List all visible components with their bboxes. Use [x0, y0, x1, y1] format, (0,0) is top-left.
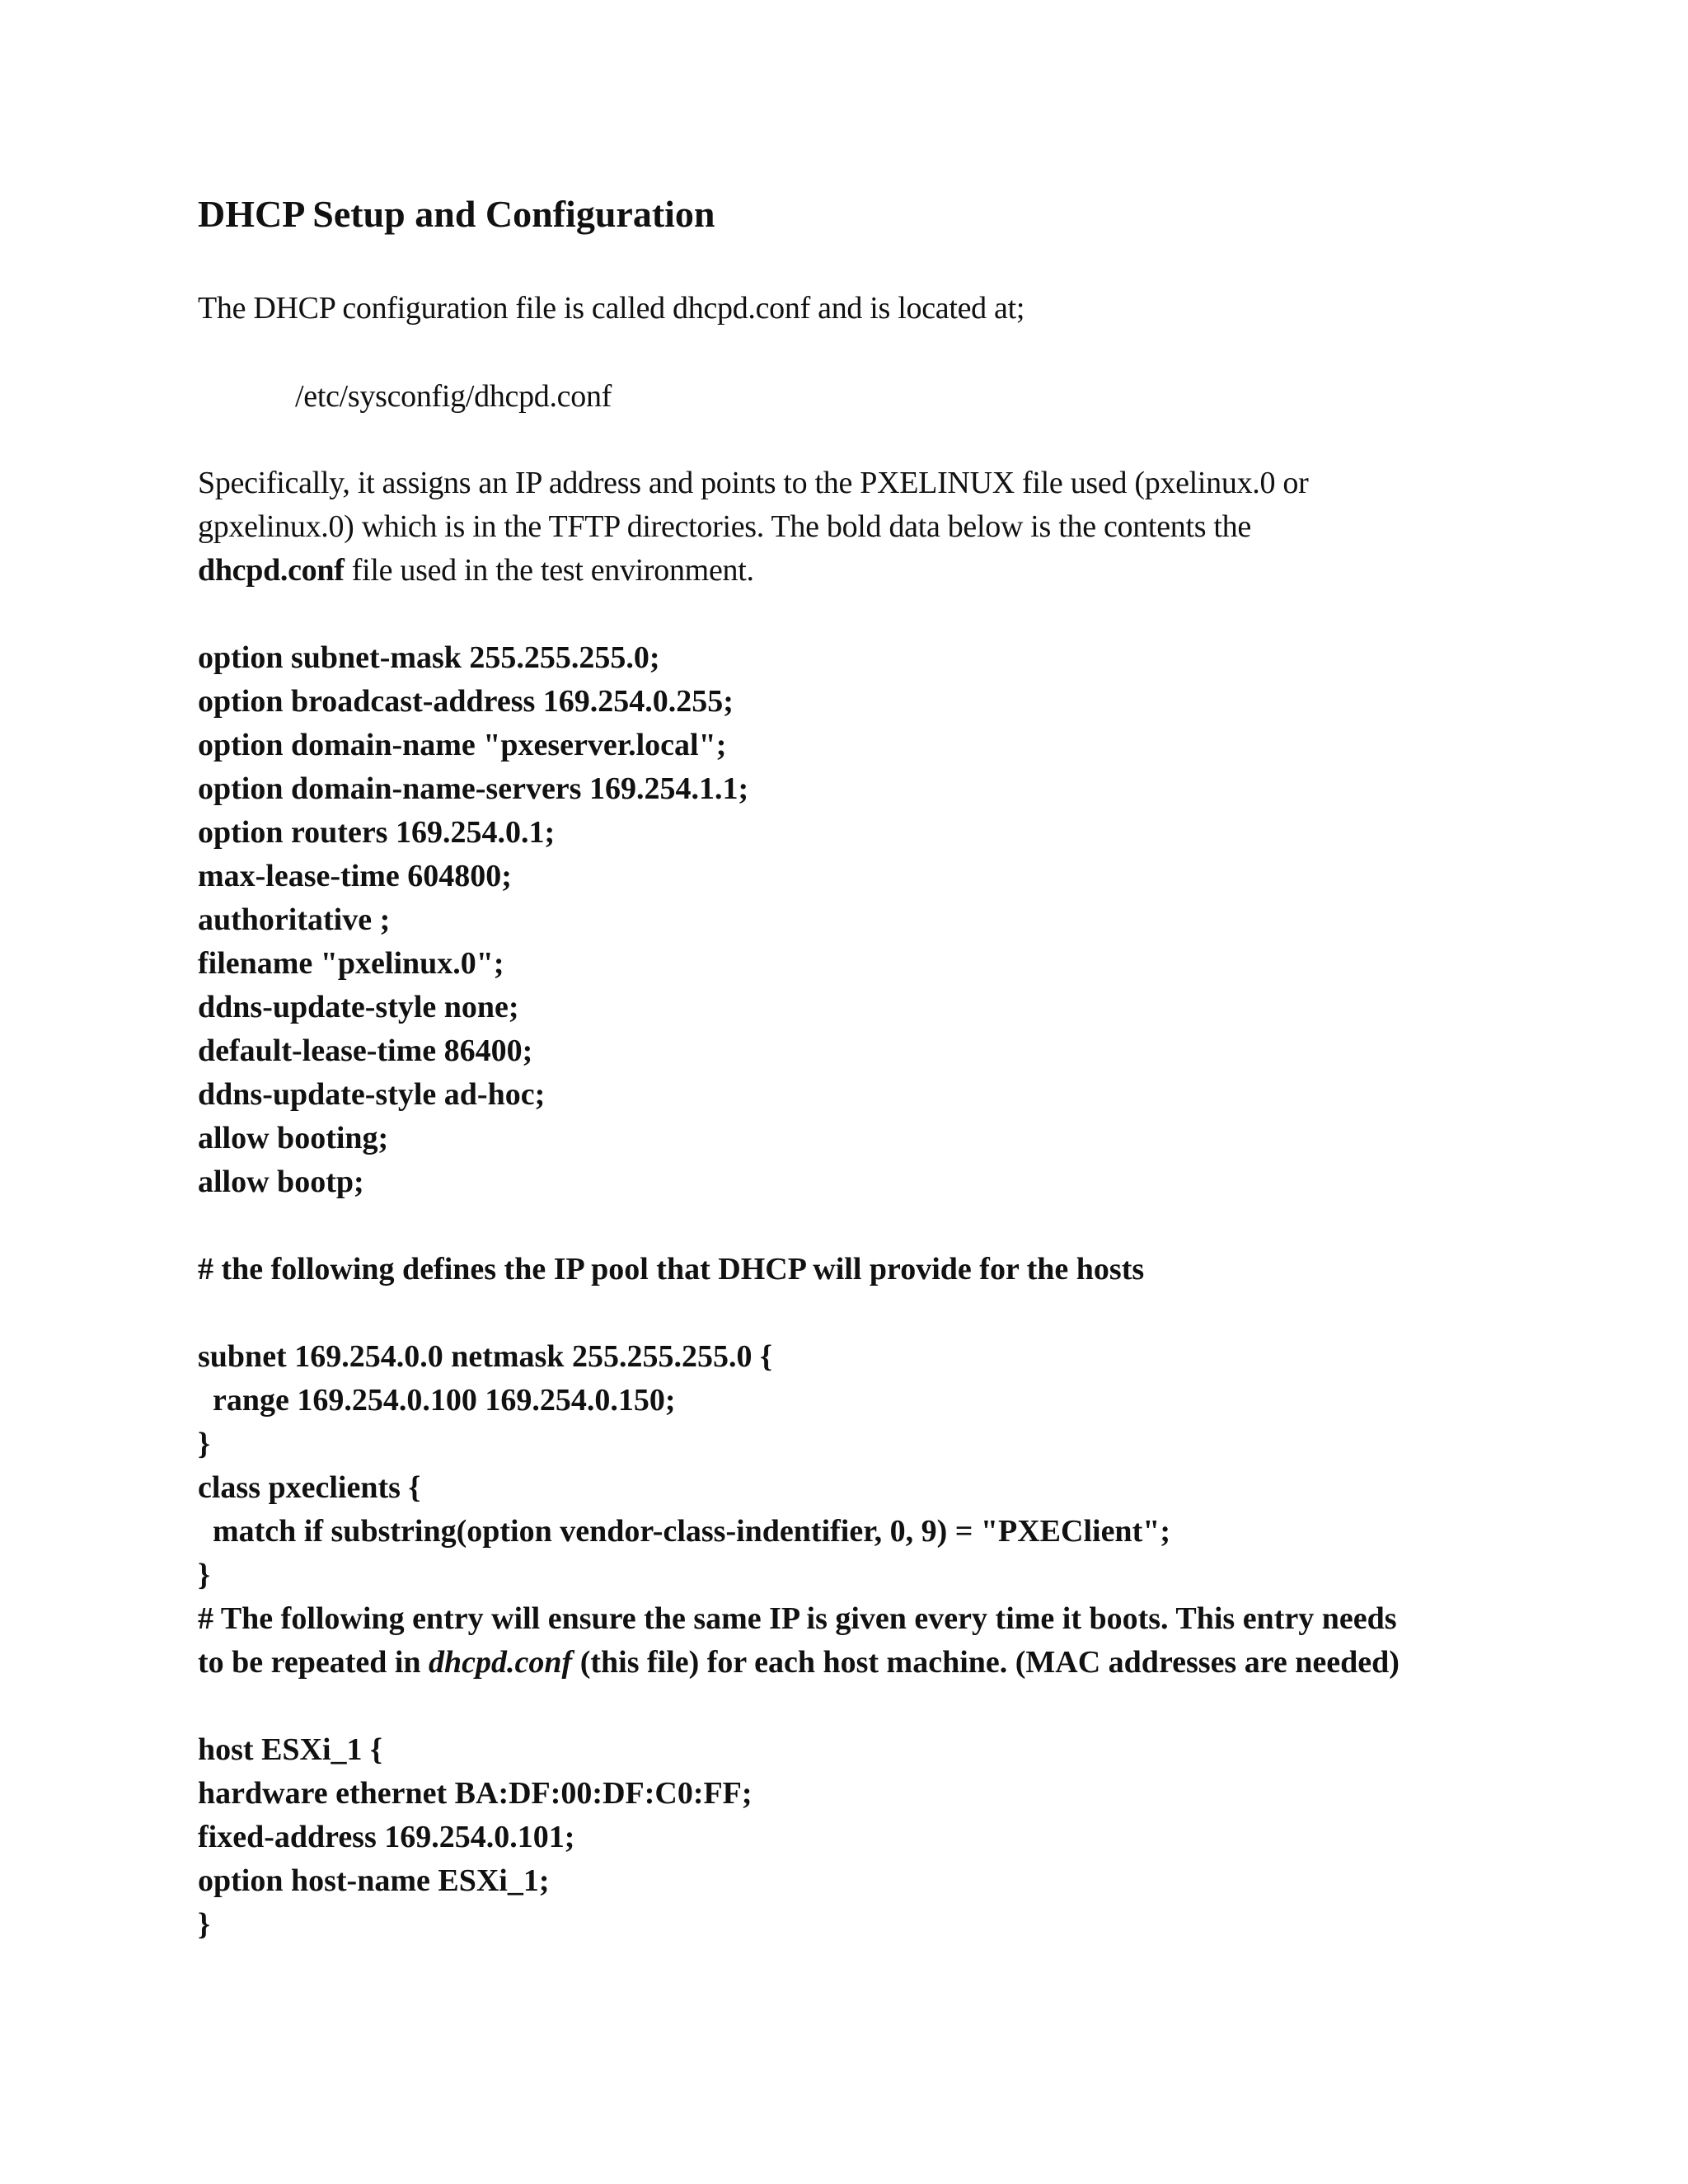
config-line: max-lease-time 604800; [198, 859, 512, 893]
config-line: option broadcast-address 169.254.0.255; [198, 684, 734, 719]
config-line: option domain-name-servers 169.254.1.1; [198, 771, 749, 806]
paragraph-line-3 [198, 549, 754, 592]
config-line: allow booting; [198, 1121, 389, 1155]
config-line: } [198, 1427, 210, 1461]
paragraph-line-3-rest: file used in the test environment. [344, 553, 754, 588]
paragraph-line-2: gpxelinux.0) which is in the TFTP directories. The bold data below is the contents the [198, 509, 1251, 544]
intro-text: The DHCP configuration file is called dhcpd.conf and is located at; [198, 291, 1025, 326]
config-line: hardware ethernet BA:DF:00:DF:C0:FF; [198, 1776, 753, 1811]
paragraph-line-1: Specifically, it assigns an IP address and points to the PXELINUX file used (pxelinux.0 or [198, 466, 1309, 500]
config-line: } [198, 1907, 210, 1942]
config-path: /etc/sysconfig/dhcpd.conf [295, 379, 612, 414]
pool-comment: # the following defines the IP pool that DHCP will provide for the hosts [198, 1252, 1145, 1286]
config-line: filename "pxelinux.0"; [198, 946, 504, 981]
host-comment-before: to be repeated in [198, 1645, 429, 1680]
config-line: option routers 169.254.0.1; [198, 815, 556, 850]
config-line: match if substring(option vendor-class-indentifier, 0, 9) = "PXEClient"; [213, 1514, 1170, 1549]
config-line: option subnet-mask 255.255.255.0; [198, 640, 660, 675]
config-line: option host-name ESXi_1; [198, 1863, 550, 1898]
config-line: ddns-update-style ad-hoc; [198, 1077, 546, 1112]
config-line: option domain-name "pxeserver.local"; [198, 728, 727, 762]
config-line: fixed-address 169.254.0.101; [198, 1820, 575, 1854]
config-line: allow bootp; [198, 1165, 364, 1199]
host-comment-line-2 [198, 1641, 1400, 1684]
config-line: authoritative ; [198, 902, 391, 937]
config-line: default-lease-time 86400; [198, 1033, 533, 1068]
config-line: subnet 169.254.0.0 netmask 255.255.255.0 { [198, 1339, 772, 1374]
host-comment-line-1: # The following entry will ensure the same IP is given every time it boots. This entry needs [198, 1601, 1397, 1636]
page-title: DHCP Setup and Configuration [198, 193, 715, 235]
host-comment-filename: dhcpd.conf [429, 1645, 573, 1680]
config-line: class pxeclients { [198, 1470, 421, 1505]
host-comment-after: (this file) for each host machine. (MAC addresses are needed) [572, 1645, 1400, 1680]
config-line: } [198, 1558, 210, 1592]
config-line: range 169.254.0.100 169.254.0.150; [213, 1383, 676, 1418]
config-line: host ESXi_1 { [198, 1732, 383, 1767]
config-line: ddns-update-style none; [198, 990, 519, 1024]
dhcpd-conf-filename: dhcpd.conf [198, 553, 345, 588]
